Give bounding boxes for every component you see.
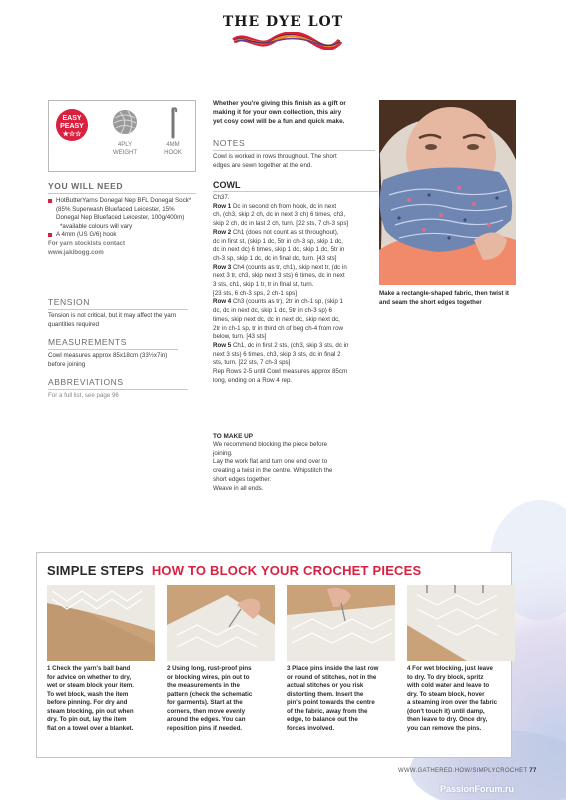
- row-5: [213, 342, 378, 368]
- step-line: with cold water and leave to: [407, 682, 490, 689]
- intro-text: [213, 100, 373, 126]
- row-text: Ch4 (counts as tr, ch1), skip next tr, (dc in: [231, 263, 347, 271]
- cowl-section: [213, 180, 378, 385]
- yarn-skein-banner: [232, 32, 342, 50]
- step-line: Check the yarn's ball band: [50, 665, 131, 672]
- row-label: Row 5: [213, 341, 232, 349]
- step-line: steam blocking, pin out when: [47, 707, 134, 715]
- photo-illustration: [379, 100, 516, 285]
- make-up-line: joining.: [213, 449, 233, 457]
- section-rule: [213, 191, 378, 192]
- step-1-photo: [47, 585, 155, 661]
- step-number: 3: [287, 665, 291, 672]
- step-line: dry. To steam block, hover: [407, 690, 485, 698]
- step-line: actual stitches or you risk: [287, 682, 364, 689]
- row-2: [213, 229, 378, 264]
- row-text: dc in next dc) 6 times, skip 1 dc, skip 1 dc, 5tr in: [213, 246, 345, 254]
- hook-size-spec: [147, 141, 199, 157]
- page-header-title: THE DYE LOT: [222, 14, 344, 30]
- row-label: Row 3: [213, 263, 232, 271]
- step-line: or blocking wires, pin out to: [167, 673, 250, 681]
- simple-steps-title: [47, 563, 421, 578]
- row-text: sts, turn. [22 sts, 7 ch-3 sps]: [213, 359, 291, 367]
- notes-heading: NOTES: [213, 138, 246, 148]
- step-line: then leave to dry. Once dry,: [407, 716, 488, 723]
- step-line: for advice on whether to dry,: [47, 673, 132, 681]
- step-line: flat on a towel over a blanket.: [47, 724, 134, 732]
- step-number: 1: [47, 665, 51, 672]
- footer-url[interactable]: [398, 768, 537, 774]
- row-text: below, turn. [43 sts]: [213, 333, 267, 341]
- step-line: dry. To pin out, lay the item: [47, 716, 127, 723]
- row-text: ch, (ch3, skip 2 ch, dc in next 3 ch) 6 times, ch3,: [213, 211, 346, 219]
- step-1-text: [47, 665, 157, 733]
- step-line: around the edges. You can: [167, 716, 246, 723]
- row-text: ch-3 sp, skip 1 dc, dc in final dc, turn. [43 sts]: [213, 254, 337, 262]
- step-line: Using long, rust-proof pins: [170, 665, 252, 672]
- row-text: next 3 tr, ch3, skip next 3 sts) 6 times, dc in next: [213, 272, 345, 280]
- badge-stars: ★☆☆: [62, 131, 82, 138]
- notes-line: edges are sewn together at the end.: [213, 161, 313, 169]
- row-1: [213, 203, 378, 229]
- row-text: skip 2 ch, dc in last 2 ch, turn. [22 sts, 7 ch-3 sps]: [213, 220, 349, 228]
- row-text: [23 sts, 6 ch-3 sps, 2 ch-1 sps]: [213, 289, 297, 297]
- page-number: 77: [529, 768, 537, 774]
- step-2-text: [167, 665, 277, 733]
- easy-peasy-badge: [56, 109, 88, 141]
- model-wearing-cowl-photo: [379, 100, 516, 285]
- tension-section: [48, 297, 188, 329]
- row-text: next 3 sts) 6 times, ch3, skip 3 sts, dc in final 2: [213, 350, 341, 358]
- yarn-item-text: HotButterYarns Donegal Nep BFL Donegal Sock* (85% Superwash Bluefaced Leicester, 15% Donegal Nep Bluefaced Leicester, 100g/400m): [56, 197, 192, 222]
- row-text: times, skip next dc, dc in next dc, skip next dc,: [213, 315, 340, 323]
- measurements-section: [48, 337, 178, 369]
- step-line: To wet block, wash the item: [47, 690, 129, 698]
- make-up-line: Weave in all ends.: [213, 484, 264, 492]
- caption-line: Make a rectangle-shaped fabric, then twist it: [379, 290, 509, 297]
- intro-line: making it for your own collection, this airy: [213, 108, 342, 116]
- step-4-text: [407, 665, 517, 733]
- step-line: Place pins inside the last row: [290, 665, 379, 672]
- steps-title-main: HOW TO BLOCK YOUR CROCHET PIECES: [151, 563, 422, 578]
- measurements-text: Cowl measures approx 85x18cm (33½x7in) before joining: [48, 352, 168, 368]
- section-rule: [213, 150, 375, 151]
- stockists-line: For yarn stockists contact: [48, 239, 126, 247]
- step-line: pin's point towards the centre: [287, 699, 375, 706]
- notes-line: Cowl is worked in rows throughout. The short: [213, 153, 337, 160]
- step-3-text: [287, 665, 397, 733]
- make-up-line: creating a twist in the centre. Whipstitch the: [213, 467, 333, 475]
- abbreviations-text: For a full list, see page 96: [48, 392, 119, 399]
- step-4-illustration: [407, 585, 515, 661]
- row-label: Row 1: [213, 202, 232, 210]
- cowl-chain-line: Ch37.: [213, 194, 230, 201]
- step-4-photo: [407, 585, 515, 661]
- row-label: Row 4: [213, 298, 232, 306]
- you-will-need-section: [48, 181, 196, 257]
- step-line: corners, then move evenly: [167, 707, 246, 715]
- step-2-photo: [167, 585, 275, 661]
- intro-line: Whether you're giving this finish as a gift or: [213, 100, 346, 107]
- row-text: dc in first st, (skip 1 dc, 5tr in ch-3 sp, skip 1 dc,: [213, 237, 343, 245]
- yarn-ball-icon: [111, 108, 139, 136]
- step-number: 2: [167, 665, 171, 672]
- badge-line2: PEASY: [60, 123, 84, 130]
- hook-item: [48, 231, 196, 240]
- crochet-hook-icon: [163, 105, 183, 139]
- badge-line1: EASY: [62, 115, 82, 122]
- row-4: [213, 298, 378, 342]
- row-label: Row 2: [213, 228, 232, 236]
- row-text: 2tr in ch-1 sp, tr in third ch of beg ch-4 from row: [213, 324, 343, 332]
- step-line: for garments). Start at the: [167, 699, 243, 706]
- step-line: before pinning. For dry and: [47, 699, 128, 706]
- section-rule: [48, 349, 178, 350]
- make-up-line: Lay the work flat and turn one end over to: [213, 458, 328, 466]
- measurements-heading: MEASUREMENTS: [48, 337, 127, 347]
- colour-note: *available colours will vary: [60, 222, 133, 230]
- step-line: to dry. To dry block, spritz: [407, 673, 484, 681]
- row-text: Dc in second ch from hook, dc in next: [231, 202, 337, 210]
- step-line: of the fabric, away from the: [287, 707, 368, 715]
- watermark: PassionForum.ru: [440, 784, 515, 794]
- yarn-item: [48, 197, 196, 223]
- stockists-link[interactable]: www.jakibogg.com: [48, 248, 104, 256]
- footer-url-text: WWW.GATHERED.HOW/SIMPLYCROCHET: [398, 768, 528, 774]
- step-3-photo: [287, 585, 395, 661]
- step-line: or round of stitches, not in the: [287, 673, 377, 681]
- yarn-weight-label: WEIGHT: [113, 150, 137, 156]
- photo-caption: [379, 290, 519, 307]
- make-up-line: We recommend blocking the piece before: [213, 441, 328, 448]
- step-line: forces involved.: [287, 724, 335, 732]
- row-text: Ch1 (does not count as st throughout),: [231, 228, 339, 236]
- step-line: For wet blocking, just leave: [410, 665, 493, 672]
- row-3: [213, 264, 378, 299]
- simple-steps-box: [36, 552, 512, 758]
- skill-info-box: [48, 100, 196, 172]
- abbreviations-heading: ABBREVIATIONS: [48, 377, 124, 387]
- step-number: 4: [407, 665, 411, 672]
- step-line: the measurements in the: [167, 682, 240, 689]
- step-line: reposition pins if needed.: [167, 724, 242, 732]
- you-will-need-heading: YOU WILL NEED: [48, 181, 124, 191]
- yarn-weight-value: 4PLY: [117, 142, 133, 148]
- make-up-section: [213, 432, 378, 493]
- step-line: a steaming iron over the fabric: [407, 699, 498, 706]
- bullet: [48, 199, 52, 203]
- section-rule: [48, 389, 188, 390]
- notes-section: [213, 138, 375, 170]
- row-text: 3 sts, ch1, skip 1 tr, tr in final st, turn.: [213, 281, 314, 289]
- hook-size-label: HOOK: [164, 150, 182, 156]
- caption-line: and seam the short edges together: [379, 298, 482, 306]
- step-3-illustration: [287, 585, 395, 661]
- row-text: dc, dc in next dc, skip 1 dc, 5tr in ch-3 sp) 6: [213, 307, 332, 315]
- repeat-line: Rep Rows 2-5 until Cowl measures approx 85cm: [213, 368, 348, 376]
- hook-item-text: A 4mm (US G/6) hook: [56, 231, 117, 239]
- step-line: you can remove the pins.: [407, 724, 482, 732]
- abbreviations-section: [48, 377, 188, 401]
- yarn-weight-spec: [99, 141, 151, 157]
- step-2-illustration: [167, 585, 275, 661]
- cowl-heading: COWL: [213, 180, 241, 190]
- make-up-line: short edges together.: [213, 475, 272, 483]
- step-line: (don't touch it) until damp,: [407, 707, 485, 715]
- section-rule: [48, 309, 188, 310]
- row-text: Ch3 (counts as tr), 2tr in ch-1 sp, (skip 1: [231, 298, 343, 306]
- tension-text: Tension is not critical, but it may affect the yarn quantities required: [48, 312, 177, 328]
- step-line: wet or steam block your item.: [47, 682, 134, 689]
- hook-size-value: 4MM: [166, 142, 180, 148]
- step-1-illustration: [47, 585, 155, 661]
- steps-title-prefix: SIMPLE STEPS: [47, 563, 145, 578]
- step-line: edge, to balance out the: [287, 716, 358, 723]
- row-text: Ch1, dc in first 2 sts, (ch3, skip 3 sts, dc in: [231, 341, 349, 349]
- intro-line: yet cosy cowl will be a fun and quick make.: [213, 117, 345, 125]
- make-up-heading: TO MAKE UP: [213, 433, 254, 440]
- tension-heading: TENSION: [48, 297, 90, 307]
- repeat-line: long, ending on a Row 4 rep.: [213, 376, 293, 384]
- step-line: distorting them. Insert the: [287, 690, 364, 698]
- bullet: [48, 233, 52, 237]
- step-line: pattern (check the schematic: [167, 690, 253, 698]
- section-rule: [48, 193, 196, 194]
